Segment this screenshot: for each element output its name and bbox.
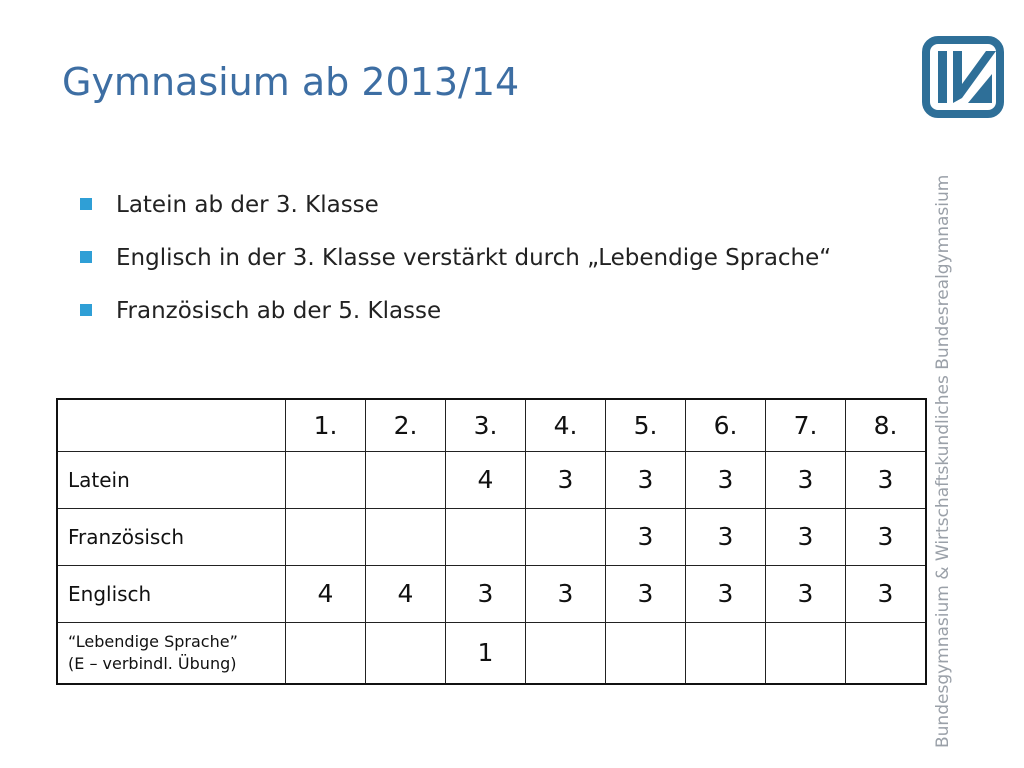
table-cell: 3 xyxy=(606,451,686,508)
table-header-row xyxy=(57,399,926,451)
school-logo-icon xyxy=(922,36,1004,118)
table-cell: 3 xyxy=(686,508,766,565)
table-cell: 3 xyxy=(846,565,927,622)
bullet-text: Französisch ab der 5. Klasse xyxy=(116,298,442,324)
row-label: Französisch xyxy=(57,508,286,565)
table-cell: 3 xyxy=(686,565,766,622)
table-cell xyxy=(286,508,366,565)
bullet-text: Latein ab der 3. Klasse xyxy=(116,192,379,218)
slide-title: Gymnasium ab 2013/14 xyxy=(62,60,520,104)
header-cell: 2. xyxy=(366,399,446,451)
row-label: Englisch xyxy=(57,565,286,622)
table-cell xyxy=(766,622,846,684)
table-cell: 4 xyxy=(366,565,446,622)
square-bullet-icon xyxy=(80,251,92,263)
bullet-item xyxy=(80,292,831,345)
table-cell: 3 xyxy=(526,451,606,508)
bullet-list xyxy=(80,186,831,345)
square-bullet-icon xyxy=(80,198,92,210)
table-cell: 3 xyxy=(766,451,846,508)
sidebar-school-name: Bundesgymnasium & Wirtschaftskundliches Bundesrealgymnasium xyxy=(933,174,953,748)
table-cell xyxy=(526,622,606,684)
header-cell: 7. xyxy=(766,399,846,451)
table-cell: 3 xyxy=(606,508,686,565)
table-cell xyxy=(446,508,526,565)
table-cell: 3 xyxy=(766,565,846,622)
header-cell: 3. xyxy=(446,399,526,451)
header-cell xyxy=(57,399,286,451)
table-cell xyxy=(366,451,446,508)
table-cell: 1 xyxy=(446,622,526,684)
table-cell: 3 xyxy=(686,451,766,508)
table-row xyxy=(57,622,926,684)
header-cell: 1. xyxy=(286,399,366,451)
table-cell xyxy=(686,622,766,684)
table-cell: 3 xyxy=(846,451,927,508)
table-cell: 3 xyxy=(606,565,686,622)
row-label: Latein xyxy=(57,451,286,508)
header-cell: 4. xyxy=(526,399,606,451)
table-cell xyxy=(606,622,686,684)
bullet-item xyxy=(80,186,831,239)
lesson-hours-table xyxy=(56,398,927,685)
table-cell xyxy=(286,451,366,508)
row-label-line: “Lebendige Sprache” xyxy=(68,631,238,651)
table-cell xyxy=(366,508,446,565)
table-row xyxy=(57,508,926,565)
header-cell: 6. xyxy=(686,399,766,451)
table-cell xyxy=(846,622,927,684)
bullet-item xyxy=(80,239,831,292)
table-cell: 4 xyxy=(446,451,526,508)
table-cell: 3 xyxy=(526,565,606,622)
table-cell: 4 xyxy=(286,565,366,622)
row-label-line: (E – verbindl. Übung) xyxy=(68,653,237,673)
table-cell: 3 xyxy=(446,565,526,622)
table-cell xyxy=(526,508,606,565)
table-cell xyxy=(366,622,446,684)
header-cell: 8. xyxy=(846,399,927,451)
table-cell: 3 xyxy=(846,508,927,565)
bullet-text: Englisch in der 3. Klasse verstärkt durch „Lebendige Sprache“ xyxy=(116,245,832,271)
square-bullet-icon xyxy=(80,304,92,316)
table-row xyxy=(57,451,926,508)
header-cell: 5. xyxy=(606,399,686,451)
table-row xyxy=(57,565,926,622)
row-label xyxy=(57,622,286,684)
table-cell xyxy=(286,622,366,684)
table-cell: 3 xyxy=(766,508,846,565)
